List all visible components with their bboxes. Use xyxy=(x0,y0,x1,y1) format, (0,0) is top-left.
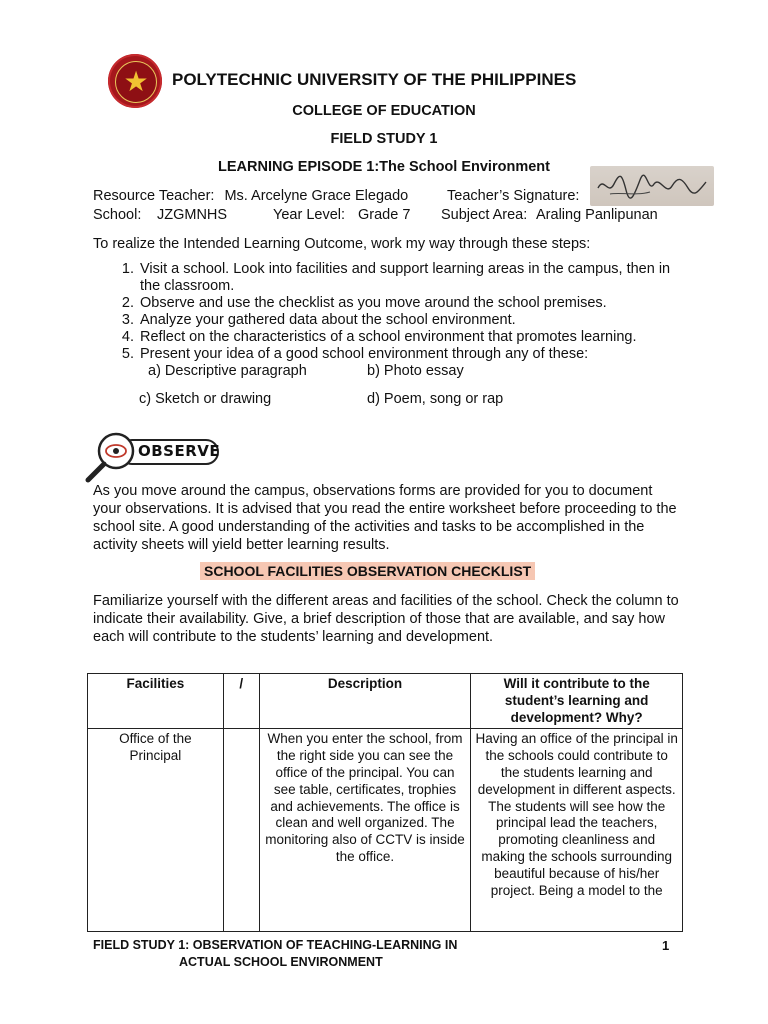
star-icon: ★ xyxy=(123,66,149,97)
table-header-row xyxy=(88,674,683,729)
signature-label: Teacher’s Signature: xyxy=(447,188,580,204)
step-item: 3. Analyze your gathered data about the school environment. xyxy=(138,312,683,329)
year-level-label: Year Level: xyxy=(273,207,346,223)
university-seal-logo xyxy=(108,54,162,108)
resource-teacher-line xyxy=(93,188,408,204)
description-cell: When you enter the school, from the right side you can see the office of the principal. You can see table, certificates, trophies and achievements. The office is clean and well organized. The monitoring also of CCTV is inside the office. xyxy=(259,729,471,932)
teacher-signature-image xyxy=(590,166,714,206)
observe-paragraph: As you move around the campus, observations forms are provided for you to document your observations. It is advised that you read the entire worksheet before proceeding to the school site. A good understanding of the activities and tasks to be accomplished in the activity sheets will yield better learning results. xyxy=(93,483,677,553)
observe-badge xyxy=(80,428,220,484)
contribution-cell: Having an office of the principal in the schools could contribute to the students learning and development in different aspects. The students will see how the principal lead the teachers, promoting cleanliness and making the schools surrounding beautiful because of his/her project. Being a model to the xyxy=(471,729,683,932)
college-title: COLLEGE OF EDUCATION xyxy=(292,103,476,119)
year-level-value: Grade 7 xyxy=(358,207,411,223)
checklist-instructions: Familiarize yourself with the different areas and facilities of the school. Check the column to indicate their availability. Give, a brief description of those that are available, and say how each will contribute to the students’ learning and development. xyxy=(93,593,679,645)
option-d: d) Poem, song or rap xyxy=(367,391,504,407)
school-label: School: xyxy=(93,207,142,223)
page-number: 1 xyxy=(662,938,670,953)
step-item: 4. Reflect on the characteristics of a school environment that promotes learning. xyxy=(138,329,683,346)
footer-line-1: FIELD STUDY 1: OBSERVATION OF TEACHING-LEARNING IN xyxy=(93,938,458,952)
option-c: c) Sketch or drawing xyxy=(139,391,272,407)
subject-area-value: Araling Panlipunan xyxy=(536,207,658,223)
steps-list xyxy=(93,261,683,363)
check-cell[interactable] xyxy=(223,729,259,932)
resource-teacher-value: Ms. Arcelyne Grace Elegado xyxy=(224,188,409,204)
option-b: b) Photo essay xyxy=(367,363,464,379)
episode-title: LEARNING EPISODE 1:The School Environment xyxy=(218,159,550,175)
field-study-title: FIELD STUDY 1 xyxy=(330,131,438,147)
university-title: POLYTECHNIC UNIVERSITY OF THE PHILIPPINES xyxy=(172,70,577,89)
resource-teacher-label: Resource Teacher: xyxy=(93,188,215,204)
step-item: 2. Observe and use the checklist as you move around the school premises. xyxy=(138,295,683,312)
page-footer xyxy=(93,937,457,970)
checklist-title: SCHOOL FACILITIES OBSERVATION CHECKLIST xyxy=(200,562,535,580)
step-item: 5. Present your idea of a good school environment through any of these: xyxy=(138,346,683,363)
seal-inner xyxy=(115,61,157,103)
option-a: a) Descriptive paragraph xyxy=(148,363,307,379)
subject-area-label: Subject Area: xyxy=(441,207,528,223)
facilities-table xyxy=(87,673,683,932)
table-row xyxy=(88,729,683,932)
observe-badge-label: OBSERVE xyxy=(138,442,221,460)
step-item: 1. Visit a school. Look into facilities and support learning areas in the campus, then in the classroom. xyxy=(138,261,683,295)
school-value: JZGMNHS xyxy=(157,207,228,223)
column-header-contribution: Will it contribute to the student’s learning and development? Why? xyxy=(471,674,683,729)
column-header-description: Description xyxy=(259,674,471,729)
facility-cell: Office of the Principal xyxy=(88,729,224,932)
intro-text: To realize the Intended Learning Outcome, work my way through these steps: xyxy=(93,236,591,252)
column-header-check: / xyxy=(223,674,259,729)
column-header-facilities: Facilities xyxy=(88,674,224,729)
footer-line-2: ACTUAL SCHOOL ENVIRONMENT xyxy=(179,954,383,969)
